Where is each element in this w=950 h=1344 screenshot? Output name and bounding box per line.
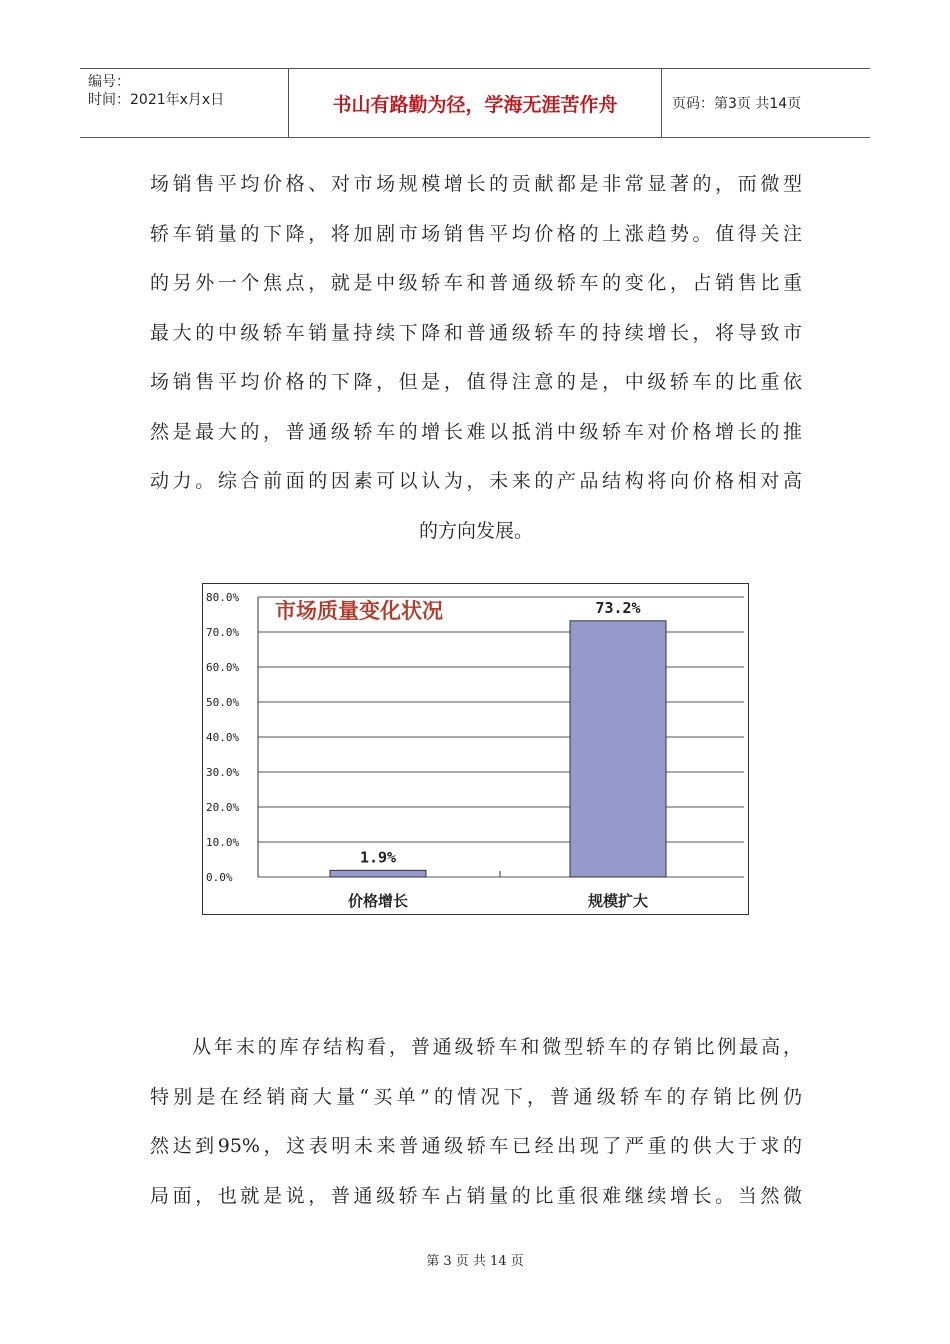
y-tick-label: 50.0% [206, 696, 240, 709]
text-line: 从年末的库存结构看，普通级轿车和微型轿车的存销比例最高， [192, 1036, 802, 1058]
text-line: 然达到95%，这表明未来普通级轿车已经出现了严重的供大于求的 [150, 1135, 802, 1157]
y-tick-label: 20.0% [206, 801, 240, 814]
text-line: 然是最大的，普通级轿车的增长难以抵消中级轿车对价格增长的推 [150, 420, 802, 443]
y-tick-label: 60.0% [206, 661, 240, 674]
body-paragraph-1 [150, 160, 802, 556]
text-line: 最大的中级轿车销量持续下降和普通级轿车的持续增长，将导致市 [150, 321, 802, 344]
data-label: 73.2% [595, 598, 641, 617]
text-line: 场销售平均价格、对市场规模增长的贡献都是非常显著的，而微型 [150, 173, 802, 195]
y-tick-label: 80.0% [206, 591, 240, 604]
y-tick-label: 40.0% [206, 731, 240, 744]
y-tick-label: 0.0% [206, 871, 233, 884]
chart-canvas [203, 584, 748, 914]
text-line: 的方向发展。 [418, 519, 533, 542]
header-motto: 书山有路勤为径，学海无涯苦作舟 [288, 69, 662, 137]
chart-title: 市场质量变化状况 [275, 599, 443, 623]
y-tick-label: 10.0% [206, 836, 240, 849]
body-paragraph-2 [150, 1023, 802, 1221]
text-line: 场销售平均价格的下降，但是，值得注意的是，中级轿车的比重依 [150, 371, 802, 393]
doc-id-label: 编号： [88, 74, 130, 90]
header-meta [80, 69, 288, 137]
y-tick-label: 70.0% [206, 626, 240, 639]
page-header [80, 68, 870, 138]
page-footer: 第 3 页 共 14 页 [426, 1254, 524, 1269]
y-tick-label: 30.0% [206, 766, 240, 779]
bar [330, 870, 426, 877]
category-label: 价格增长 [347, 892, 409, 910]
text-line: 轿车销量的下降，将加剧市场销售平均价格的上涨趋势。值得关注 [150, 222, 802, 245]
text-line: 特别是在经销商大量“买单”的情况下，普通级轿车的存销比例仍 [150, 1085, 802, 1108]
text-line: 的另外一个焦点，就是中级轿车和普通级轿车的变化，占销售比重 [150, 272, 802, 294]
text-line: 局面，也就是说，普通级轿车占销量的比重很难继续增长。当然微 [150, 1184, 802, 1207]
bar-chart [202, 583, 749, 915]
doc-time-label: 时间：2021年x月x日 [88, 92, 225, 108]
data-label: 1.9% [359, 848, 397, 867]
bar [570, 621, 666, 877]
header-page-info: 页码：第3页 共14页 [672, 96, 802, 112]
category-label: 规模扩大 [587, 892, 649, 910]
text-line: 动力。综合前面的因素可以认为，未来的产品结构将向价格相对高 [150, 470, 802, 492]
